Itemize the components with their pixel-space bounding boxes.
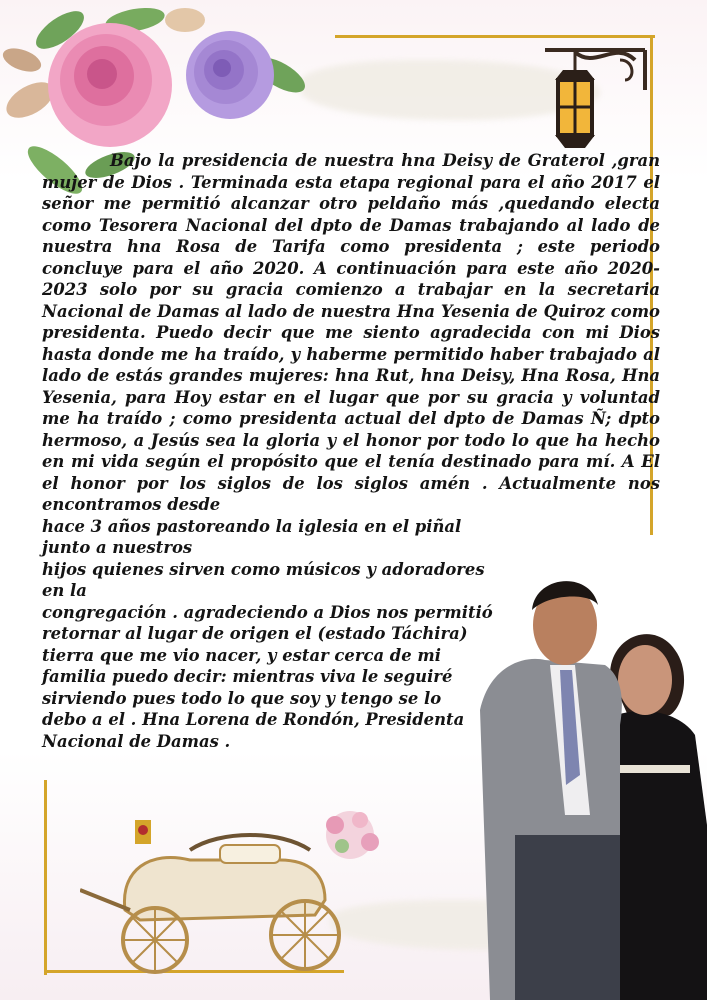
couple-photo [480, 565, 707, 1000]
hanging-lantern-icon [525, 30, 655, 160]
letter-line: retornar al lugar de origen el (estado Táchira) [42, 624, 468, 643]
letter-line: hace 3 años pastoreando la iglesia en el piñal junto a nuestros [42, 516, 462, 557]
letter-line: familia puedo decir: mientras viva le seguiré [42, 667, 453, 686]
letter-line: congregación . agradeciendo a Dios nos permitió [42, 602, 493, 622]
letter-line: tierra que me vio nacer, y estar cerca de mi [42, 645, 441, 665]
letter-line: hijos quienes sirven como músicos y adoradores en la [42, 559, 485, 600]
letter-paragraph-main: Bajo la presidencia de nuestra hna Deisy de Graterol ,gran mujer de Dios . Terminada esta etapa regional para el año 2017 el señor me permitió alcanzar otro peldaño más ,quedando electa como Tesorera Nacional del dpto de Damas trabajando al lado de nuestra hna Rosa de Tarifa como presidenta ; este periodo concluye para el año 2020. A continuación para este año 2020-2023 solo por su gracia comienzo a trabajar en la secretaria Nacional de Damas al lado de nuestra Hna Yesenia de Quiroz como presidenta. Puedo decir que me siento agradecida con mi Dios hasta donde me ha traído, y haberme permitido haber trabajado al lado de estás grandes mujeres: hna Rut, hna Deisy, Hna Rosa, Hna Yesenia, para Hoy estar en el lugar que por su gracia y voluntad me ha traído ; como presidenta actual del dpto de Damas Ñ; dpto hermoso, a Jesús sea la gloria y el honor por todo lo que ha hecho en mi vida según el propósito que el tenía destinado para mí. A El el honor por los siglos de los siglos amén . Actualmente nos encontramos desde [42, 151, 660, 514]
letter-line: debo a el . Hna Lorena de Rondón, Presidenta [42, 710, 465, 729]
wedding-carriage-icon [80, 790, 390, 980]
gold-frame-left [44, 780, 47, 975]
letter-line: sirviendo pues todo lo que soy y tengo se lo [42, 688, 442, 708]
letter-line: Nacional de Damas . [42, 731, 231, 751]
